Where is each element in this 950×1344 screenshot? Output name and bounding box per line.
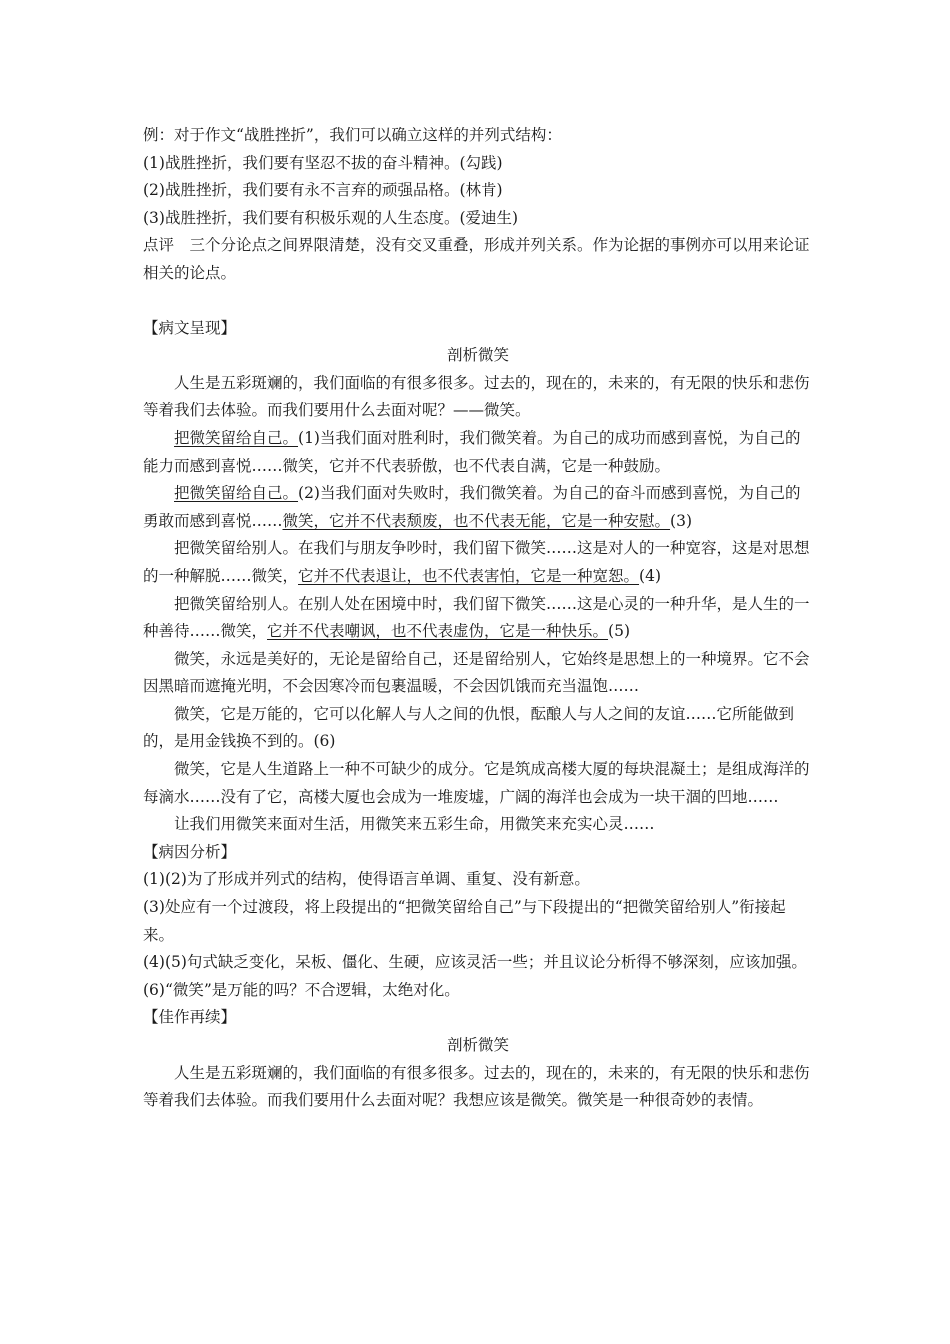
analysis-item-2: (3)处应有一个过渡段，将上段提出的“把微笑留给自己”与下段提出的“把微笑留给别人”衔接起来。 — [143, 898, 786, 944]
flawed-paragraph-2 — [143, 425, 813, 480]
paragraph-text: 把微笑留给别人。在别人处在困境中时，我们留下微笑……这是心灵的一种升华，是人生的一种善待……微笑， — [143, 594, 810, 641]
example-item-3: (3)战胜挫折，我们要有积极乐观的人生态度。(爱迪生) — [143, 208, 519, 227]
underlined-phrase: 把微笑留给自己。 — [174, 484, 299, 503]
paragraph-text: (1)当我们面对胜利时，我们微笑着。为自己的成功而感到喜悦，为自己的能力而感到喜悦……微笑，它并不代表骄傲，也不代表自满，它是一种鼓励。 — [143, 428, 801, 475]
good-essay-heading: 【佳作再续】 — [143, 1008, 237, 1027]
example-item-2: (2)战胜挫折，我们要有永不言弃的顽强品格。(林肯) — [143, 181, 503, 200]
flawed-paragraph-5 — [143, 591, 813, 646]
analysis-item-4: (6)“微笑”是万能的吗？不合逻辑，太绝对化。 — [143, 980, 460, 999]
example-comment: 点评 三个分论点之间界限清楚，没有交叉重叠，形成并列关系。作为论据的事例亦可以用来论证相关的论点。 — [143, 236, 810, 282]
example-item-1: (1)战胜挫折，我们要有坚忍不拔的奋斗精神。(勾践) — [143, 153, 503, 172]
flawed-paragraph-1: 人生是五彩斑斓的，我们面临的有很多很多。过去的，现在的，未来的，有无限的快乐和悲伤等着我们去体验。而我们要用什么去面对呢？——微笑。 — [143, 373, 810, 420]
flawed-paragraph-7: 微笑，它是万能的，它可以化解人与人之间的仇恨，酝酿人与人之间的友谊……它所能做到的，是用金钱换不到的。(6) — [143, 704, 795, 751]
underlined-phrase: 微笑，它并不代表颓废，也不代表无能，它是一种安慰。 — [282, 511, 671, 530]
section-gap — [143, 288, 813, 315]
flawed-essay-title: 剖析微笑 — [446, 346, 509, 365]
marker: (5) — [608, 622, 630, 641]
analysis-item-1: (1)(2)为了形成并列式的结构，使得语言单调、重复、没有新意。 — [143, 870, 590, 889]
flawed-paragraph-4 — [143, 535, 813, 590]
flawed-paragraph-3 — [143, 480, 813, 535]
marker: (3) — [670, 511, 692, 530]
analysis-heading: 【病因分析】 — [143, 842, 237, 861]
analysis-item-3: (4)(5)句式缺乏变化，呆板、僵化、生硬，应该灵活一些；并且议论分析得不够深刻，应该加强。 — [143, 953, 807, 972]
underlined-phrase: 它并不代表嘲讽，也不代表虚伪，它是一种快乐。 — [267, 622, 609, 641]
flawed-essay-heading: 【病文呈现】 — [143, 318, 237, 337]
underlined-phrase: 它并不代表退让，也不代表害怕，它是一种宽恕。 — [298, 566, 640, 585]
flawed-paragraph-8: 微笑，它是人生道路上一种不可缺少的成分。它是筑成高楼大厦的每块混凝土；是组成海洋的每滴水……没有了它，高楼大厦也会成为一堆废墟，广阔的海洋也会成为一块干涸的凹地…… — [143, 760, 810, 806]
paragraph-text: (2)当我们面对失败时，我们微笑着。为自己的奋斗而感到喜悦，为自己的勇敢而感到喜悦…… — [143, 484, 801, 530]
marker: (4) — [639, 566, 661, 585]
document-page — [143, 122, 813, 1115]
underlined-phrase: 把微笑留给自己。 — [174, 428, 299, 447]
good-paragraph-1: 人生是五彩斑斓的，我们面临的有很多很多。过去的，现在的，未来的，有无限的快乐和悲伤等着我们去体验。而我们要用什么去面对呢？我想应该是微笑。微笑是一种很奇妙的表情。 — [143, 1063, 810, 1110]
paragraph-text: 把微笑留给别人。在我们与朋友争吵时，我们留下微笑……这是对人的一种宽容，这是对思想的一种解脱……微笑， — [143, 539, 810, 585]
example-intro: 例：对于作文“战胜挫折”，我们可以确立这样的并列式结构： — [143, 126, 562, 144]
good-essay-title: 剖析微笑 — [446, 1036, 509, 1054]
flawed-paragraph-6: 微笑，永远是美好的，无论是留给自己，还是留给别人，它始终是思想上的一种境界。它不会因黑暗而遮掩光明，不会因寒冷而包裹温暖，不会因饥饿而充当温饱…… — [143, 649, 810, 696]
flawed-paragraph-9: 让我们用微笑来面对生活，用微笑来五彩生命，用微笑来充实心灵…… — [174, 815, 655, 834]
